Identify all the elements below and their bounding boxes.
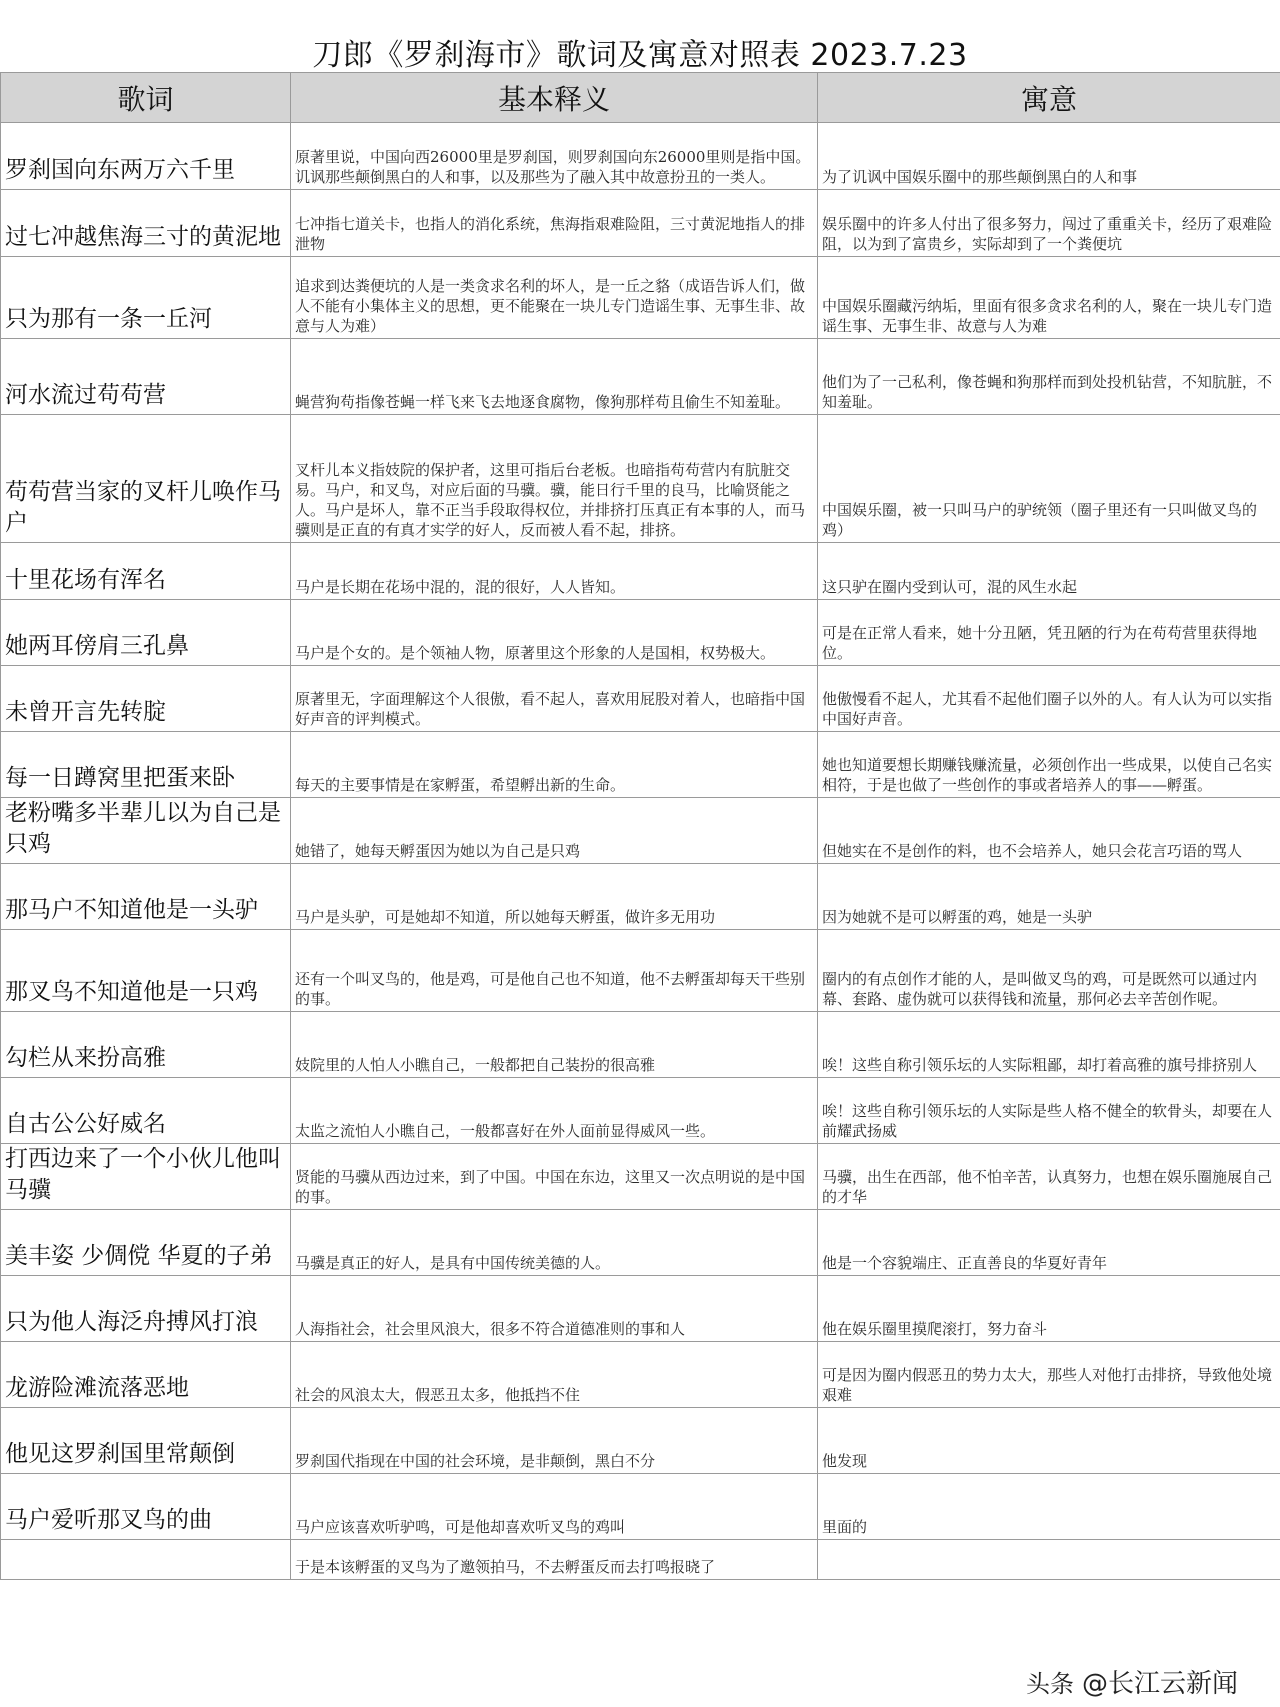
- meaning-cell: 马户应该喜欢听驴鸣，可是他却喜欢听叉鸟的鸡叫: [291, 1474, 818, 1540]
- implication-cell: 可是因为圈内假恶丑的势力太大，那些人对他打击排挤，导致他处境艰难: [818, 1342, 1280, 1408]
- meaning-cell: 马户是个女的。是个领袖人物，原著里这个形象的人是国相，权势极大。: [291, 600, 818, 666]
- meaning-cell: 马户是长期在花场中混的，混的很好，人人皆知。: [291, 543, 818, 600]
- meaning-cell: 马骥是真正的好人，是具有中国传统美德的人。: [291, 1210, 818, 1276]
- meaning-cell: 社会的风浪太大，假恶丑太多，他抵挡不住: [291, 1342, 818, 1408]
- table-row: [1, 1474, 1280, 1540]
- lyric-cell: 勾栏从来扮高雅: [1, 1012, 291, 1078]
- table-row: [1, 1276, 1280, 1342]
- table-row: [1, 864, 1280, 930]
- meaning-cell: 叉杆儿本义指妓院的保护者，这里可指后台老板。也暗指苟苟营内有肮脏交易。马户，和叉鸟，对应后面的马骥。骥，能日行千里的良马，比喻贤能之人。马户是坏人，靠不正当手段取得权位，并排挤打压真正有本事的人，而马骥则是正直的有真才实学的好人，反而被人看不起，排挤。: [291, 415, 818, 543]
- implication-cell: 中国娱乐圈，被一只叫马户的驴统领（圈子里还有一只叫做叉鸟的鸡）: [818, 415, 1280, 543]
- meaning-cell: 太监之流怕人小瞧自己，一般都喜好在外人面前显得威风一些。: [291, 1078, 818, 1144]
- table-row: [1, 123, 1280, 190]
- implication-cell: 唉！这些自称引领乐坛的人实际是些人格不健全的软骨头，却要在人前耀武扬威: [818, 1078, 1280, 1144]
- implication-cell: 中国娱乐圈藏污纳垢，里面有很多贪求名利的人，聚在一块儿专门造谣生事、无事生非、故意与人为难: [818, 257, 1280, 339]
- table-row: [1, 543, 1280, 600]
- lyric-cell: 马户爱听那叉鸟的曲: [1, 1474, 291, 1540]
- page-title: 刀郎《罗刹海市》歌词及寓意对照表 2023.7.23: [312, 38, 968, 73]
- meaning-cell: 每天的主要事情是在家孵蛋，希望孵出新的生命。: [291, 732, 818, 798]
- implication-cell: 他是一个容貌端庄、正直善良的华夏好青年: [818, 1210, 1280, 1276]
- lyric-cell: [1, 1540, 291, 1580]
- meaning-cell: 于是本该孵蛋的叉鸟为了邀领拍马，不去孵蛋反而去打鸣报晓了: [291, 1540, 818, 1580]
- implication-cell: 圈内的有点创作才能的人，是叫做叉鸟的鸡，可是既然可以通过内幕、套路、虚伪就可以获得钱和流量，那何必去辛苦创作呢。: [818, 930, 1280, 1012]
- table-row: [1, 930, 1280, 1012]
- implication-cell: 他发现: [818, 1408, 1280, 1474]
- table-row: [1, 600, 1280, 666]
- header-meaning: 基本释义: [291, 73, 818, 123]
- lyric-cell: 过七冲越焦海三寸的黄泥地: [1, 190, 291, 257]
- table-row: [1, 1540, 1280, 1580]
- table-row: [1, 1144, 1280, 1210]
- lyric-cell: 她两耳傍肩三孔鼻: [1, 600, 291, 666]
- meaning-cell: 人海指社会，社会里风浪大，很多不符合道德准则的事和人: [291, 1276, 818, 1342]
- meaning-cell: 妓院里的人怕人小瞧自己，一般都把自己装扮的很高雅: [291, 1012, 818, 1078]
- meaning-cell: 还有一个叫叉鸟的，他是鸡，可是他自己也不知道，他不去孵蛋却每天干些别的事。: [291, 930, 818, 1012]
- watermark-text: @长江云新闻: [1081, 1668, 1238, 1699]
- implication-cell: 因为她就不是可以孵蛋的鸡，她是一头驴: [818, 864, 1280, 930]
- table-row: [1, 1078, 1280, 1144]
- implication-cell: 这只驴在圈内受到认可，混的风生水起: [818, 543, 1280, 600]
- meaning-cell: 追求到达粪便坑的人是一类贪求名利的坏人，是一丘之貉（成语告诉人们，做人不能有小集体主义的思想，更不能聚在一块儿专门造谣生事、无事生非、故意与人为难）: [291, 257, 818, 339]
- implication-cell: 为了讥讽中国娱乐圈中的那些颠倒黑白的人和事: [818, 123, 1280, 190]
- table-row: [1, 415, 1280, 543]
- lyric-cell: 老粉嘴多半辈儿以为自己是只鸡: [1, 798, 291, 864]
- lyric-cell: 罗刹国向东两万六千里: [1, 123, 291, 190]
- header-lyric: 歌词: [1, 73, 291, 123]
- lyric-cell: 每一日蹲窝里把蛋来卧: [1, 732, 291, 798]
- implication-cell: 马骥，出生在西部，他不怕辛苦，认真努力，也想在娱乐圈施展自己的才华: [818, 1144, 1280, 1210]
- meaning-cell: 罗刹国代指现在中国的社会环境，是非颠倒，黑白不分: [291, 1408, 818, 1474]
- meaning-cell: 马户是头驴，可是她却不知道，所以她每天孵蛋，做许多无用功: [291, 864, 818, 930]
- meaning-cell: 原著里无，字面理解这个人很傲，看不起人，喜欢用屁股对着人，也暗指中国好声音的评判模式。: [291, 666, 818, 732]
- implication-cell: 可是在正常人看来，她十分丑陋，凭丑陋的行为在苟苟营里获得地位。: [818, 600, 1280, 666]
- table-row: [1, 1012, 1280, 1078]
- implication-cell: 他在娱乐圈里摸爬滚打，努力奋斗: [818, 1276, 1280, 1342]
- implication-cell: [818, 1540, 1280, 1580]
- lyric-cell: 十里花场有浑名: [1, 543, 291, 600]
- header-row: [1, 73, 1280, 123]
- lyric-cell: 那叉鸟不知道他是一只鸡: [1, 930, 291, 1012]
- header-implication: 寓意: [818, 73, 1280, 123]
- table-row: [1, 1408, 1280, 1474]
- implication-cell: 她也知道要想长期赚钱赚流量，必须创作出一些成果，以使自己名实相符，于是也做了一些创作的事或者培养人的事——孵蛋。: [818, 732, 1280, 798]
- implication-cell: 唉！这些自称引领乐坛的人实际粗鄙，却打着高雅的旗号排挤别人: [818, 1012, 1280, 1078]
- implication-cell: 他们为了一己私利，像苍蝇和狗那样而到处投机钻营，不知肮脏，不知羞耻。: [818, 339, 1280, 415]
- lyric-cell: 龙游险滩流落恶地: [1, 1342, 291, 1408]
- lyric-cell: 那马户不知道他是一头驴: [1, 864, 291, 930]
- lyric-cell: 只为他人海泛舟搏风打浪: [1, 1276, 291, 1342]
- table-row: [1, 666, 1280, 732]
- source-watermark: [1008, 1659, 1256, 1703]
- table-row: [1, 798, 1280, 864]
- lyric-cell: 打西边来了一个小伙儿他叫马骥: [1, 1144, 291, 1210]
- meaning-cell: 贤能的马骥从西边过来，到了中国。中国在东边，这里又一次点明说的是中国的事。: [291, 1144, 818, 1210]
- lyric-cell: 只为那有一条一丘河: [1, 257, 291, 339]
- meaning-cell: 原著里说，中国向西26000里是罗刹国，则罗刹国向东26000里则是指中国。讥讽那些颠倒黑白的人和事，以及那些为了融入其中故意扮丑的一类人。: [291, 123, 818, 190]
- meaning-cell: 蝇营狗苟指像苍蝇一样飞来飞去地逐食腐物，像狗那样苟且偷生不知羞耻。: [291, 339, 818, 415]
- lyric-cell: 自古公公好威名: [1, 1078, 291, 1144]
- implication-cell: 但她实在不是创作的料，也不会培养人，她只会花言巧语的骂人: [818, 798, 1280, 864]
- table-row: [1, 257, 1280, 339]
- table-row: [1, 1342, 1280, 1408]
- lyric-cell: 未曾开言先转腚: [1, 666, 291, 732]
- table-row: [1, 732, 1280, 798]
- implication-cell: 里面的: [818, 1474, 1280, 1540]
- implication-cell: 娱乐圈中的许多人付出了很多努力，闯过了重重关卡，经历了艰难险阻，以为到了富贵乡，实际却到了一个粪便坑: [818, 190, 1280, 257]
- table-row: [1, 190, 1280, 257]
- meaning-cell: 七冲指七道关卡，也指人的消化系统，焦海指艰难险阻，三寸黄泥地指人的排泄物: [291, 190, 818, 257]
- lyric-cell: 河水流过苟苟营: [1, 339, 291, 415]
- meaning-cell: 她错了，她每天孵蛋因为她以为自己是只鸡: [291, 798, 818, 864]
- table-row: [1, 339, 1280, 415]
- lyric-cell: 美丰姿 少倜傥 华夏的子弟: [1, 1210, 291, 1276]
- lyric-cell: 他见这罗刹国里常颠倒: [1, 1408, 291, 1474]
- toutiao-logo: 头条: [1025, 1669, 1074, 1698]
- lyrics-table: [0, 72, 1280, 1580]
- lyric-cell: 苟苟营当家的叉杆儿唤作马户: [1, 415, 291, 543]
- table-row: [1, 1210, 1280, 1276]
- implication-cell: 他傲慢看不起人，尤其看不起他们圈子以外的人。有人认为可以实指中国好声音。: [818, 666, 1280, 732]
